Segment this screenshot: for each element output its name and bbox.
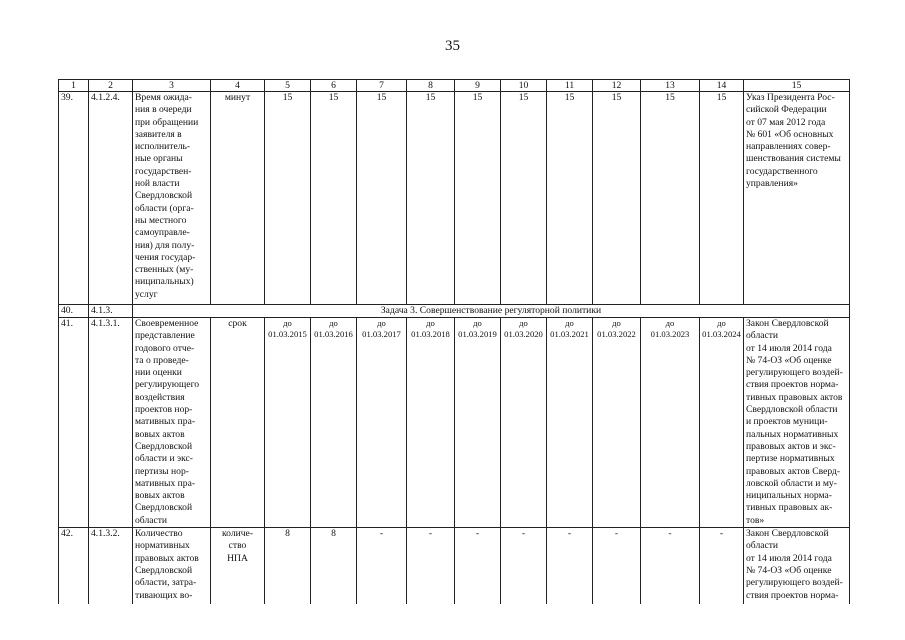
unit: минут: [211, 92, 265, 305]
column-header: 6: [311, 80, 357, 92]
row-number: 39.: [59, 92, 89, 305]
value-cell: до 01.03.2015: [265, 318, 311, 528]
value-cell: до 01.03.2016: [311, 318, 357, 528]
unit: количе- ство НПА: [211, 528, 265, 605]
value-cell: 15: [700, 92, 744, 305]
table-row: [59, 92, 850, 305]
column-header: 7: [357, 80, 407, 92]
value-cell: 15: [407, 92, 455, 305]
value-cell: до 01.03.2018: [407, 318, 455, 528]
column-header: 12: [593, 80, 641, 92]
row-code: 4.1.3.1.: [89, 318, 133, 528]
row-code: 4.1.3.: [89, 305, 133, 318]
column-header: 14: [700, 80, 744, 92]
column-header: 1: [59, 80, 89, 92]
column-header: 3: [133, 80, 211, 92]
column-header: 13: [641, 80, 700, 92]
indicator-name: Своевременное представление годового отче- та о проведе- нии оценки регулирующего воздействия проектов нор- мативных пра- вовых актов Свердловской области и экс- пертизы нор- мативных пра- вовых актов Свердловской области: [133, 318, 211, 528]
value-cell: 8: [265, 528, 311, 605]
value-cell: -: [700, 528, 744, 605]
value-cell: 15: [455, 92, 501, 305]
column-header: 10: [501, 80, 547, 92]
value-cell: 15: [265, 92, 311, 305]
table-row: [59, 318, 850, 528]
value-cell: -: [641, 528, 700, 605]
column-header: 8: [407, 80, 455, 92]
value-cell: до 01.03.2023: [641, 318, 700, 528]
task-row: [59, 305, 850, 318]
indicator-name: Количество нормативных правовых актов Свердловской области, затра- тивающих во-: [133, 528, 211, 605]
source-document: Указ Президента Рос- сийской Федерации от 07 мая 2012 года № 601 «Об основных направлениях совер- шенствования системы государственного управления»: [744, 92, 850, 305]
column-header: 9: [455, 80, 501, 92]
table-row: [59, 528, 850, 605]
value-cell: -: [357, 528, 407, 605]
value-cell: 15: [357, 92, 407, 305]
row-number: 42.: [59, 528, 89, 605]
column-header: 5: [265, 80, 311, 92]
value-cell: -: [455, 528, 501, 605]
column-header: 11: [547, 80, 593, 92]
source-document: Закон Свердловской области от 14 июля 2014 года № 74-ОЗ «Об оценке регулирующего воздей- ствия проектов норма-: [744, 528, 850, 605]
value-cell: 15: [501, 92, 547, 305]
value-cell: -: [593, 528, 641, 605]
indicator-name: Время ожида- ния в очереди при обращении заявителя в исполнитель- ные органы государствен- ной власти Свердловской области (орга- ны местного самоуправле- ния) для полу- чения государ- ственных (му- ниципальных) услуг: [133, 92, 211, 305]
row-number: 41.: [59, 318, 89, 528]
value-cell: до 01.03.2020: [501, 318, 547, 528]
task-title: Задача 3. Совершенствование регуляторной политики: [133, 305, 850, 318]
unit: срок: [211, 318, 265, 528]
value-cell: до 01.03.2022: [593, 318, 641, 528]
value-cell: 15: [641, 92, 700, 305]
value-cell: до 01.03.2024: [700, 318, 744, 528]
page-number: 35: [445, 38, 460, 54]
column-header: 4: [211, 80, 265, 92]
column-header: 15: [744, 80, 850, 92]
value-cell: до 01.03.2019: [455, 318, 501, 528]
row-code: 4.1.3.2.: [89, 528, 133, 605]
value-cell: 15: [311, 92, 357, 305]
indicators-table: [58, 79, 850, 604]
row-code: 4.1.2.4.: [89, 92, 133, 305]
value-cell: -: [501, 528, 547, 605]
column-header-row: [59, 80, 850, 92]
value-cell: 15: [593, 92, 641, 305]
source-document: Закон Свердловской области от 14 июля 2014 года № 74-ОЗ «Об оценке регулирующего воздей- ствия проектов норма- тивных правовых актов Свердловской области и проектов муници- пальных нормативных правовых актов и экс- пертизе нормативных правовых актов Сверд- ловской области и му- ниципальных норма- тивных правовых ак- тов»: [744, 318, 850, 528]
value-cell: -: [547, 528, 593, 605]
row-number: 40.: [59, 305, 89, 318]
value-cell: -: [407, 528, 455, 605]
column-header: 2: [89, 80, 133, 92]
value-cell: 8: [311, 528, 357, 605]
value-cell: до 01.03.2017: [357, 318, 407, 528]
value-cell: 15: [547, 92, 593, 305]
value-cell: до 01.03.2021: [547, 318, 593, 528]
